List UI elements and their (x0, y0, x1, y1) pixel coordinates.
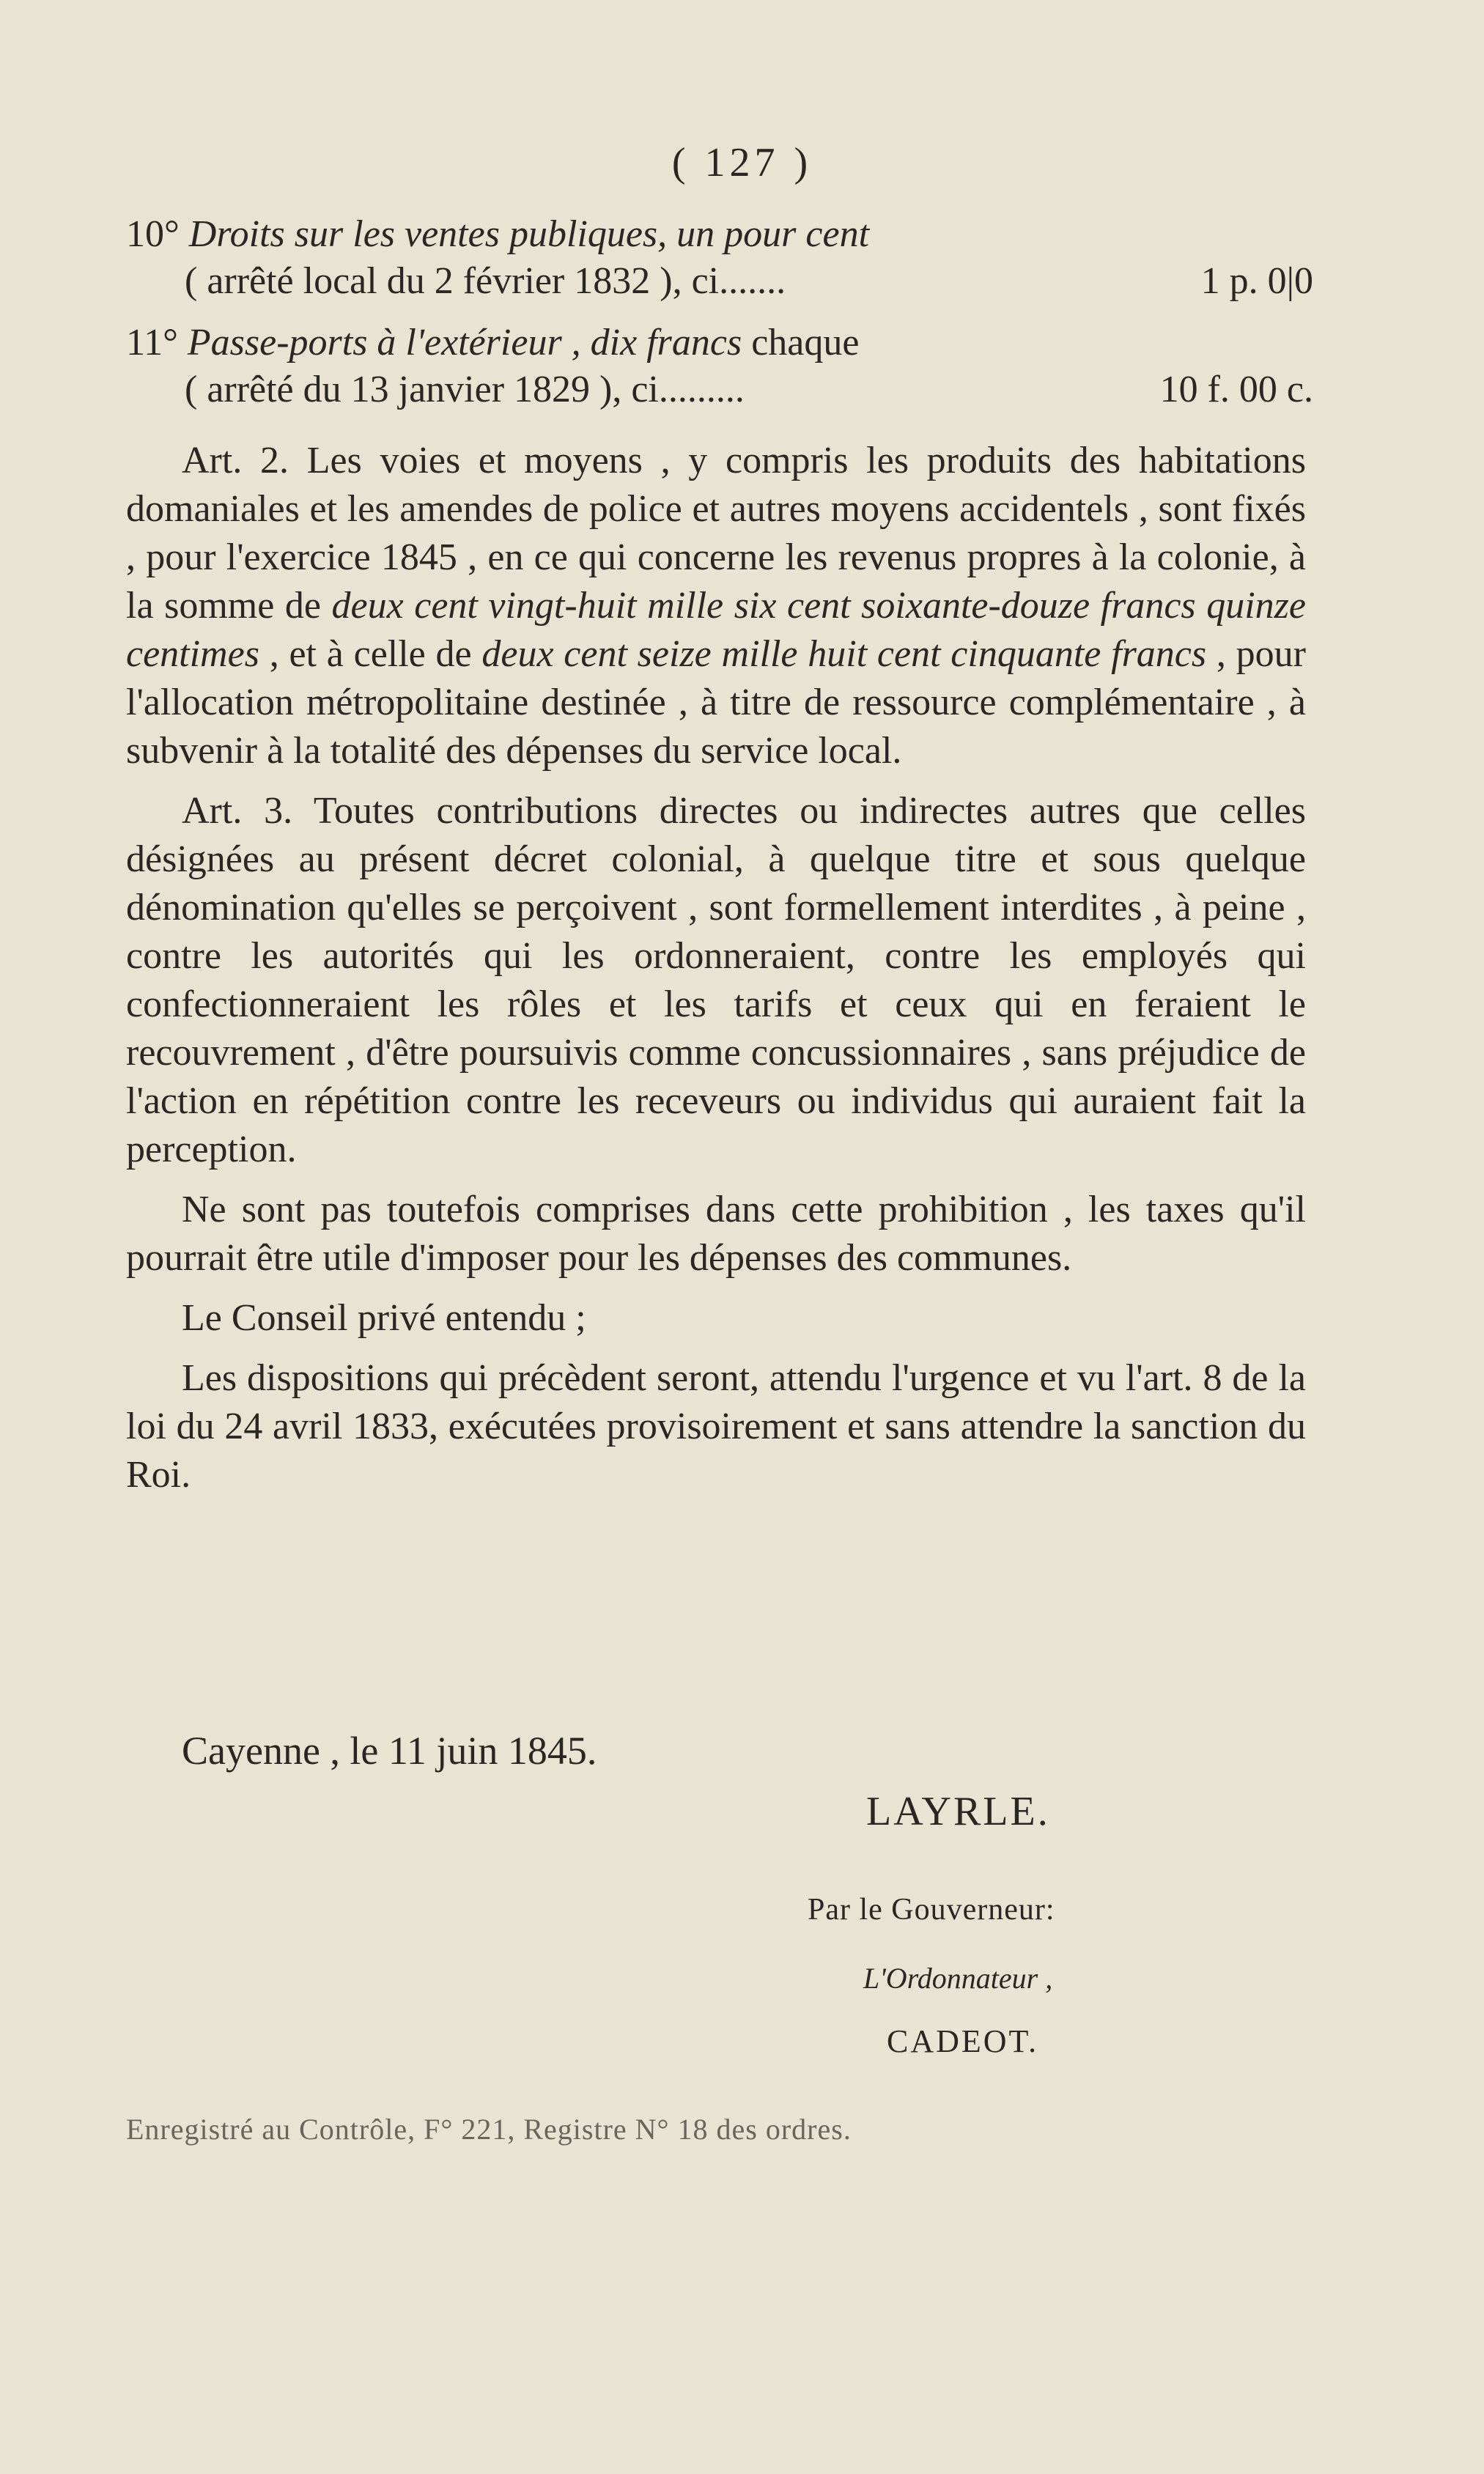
list-item (126, 211, 1313, 305)
art2-intro: Art. 2. Les voies et moyens , y compris les produits des habitations domaniales et les amendes de police et autres moyens accidentels , sont fixés , pour l'exercice 1845 , en ce qui concerne les revenus propres à la colonie, à la somme de (126, 440, 1306, 627)
item-number: 10° (126, 213, 180, 255)
item-title: Droits sur les ventes publiques (188, 213, 658, 255)
item-amount: 10 f. 00 c. (1159, 369, 1313, 410)
art2-mid: , et à celle de (259, 633, 482, 675)
item-reference: ( arrêté du 13 janvier 1829 ), ci......... (185, 369, 745, 410)
item-amount: 1 p. 0|0 (1200, 260, 1313, 302)
dispositions-paragraph: Les dispositions qui précèdent seront, attendu l'urgence et vu l'art. 8 de la loi du 24 avril 1833, exécutées provisoirement et sans attendre la sanction du Roi. (126, 1357, 1306, 1496)
item-second-line (126, 258, 1313, 305)
second-signatory-name: CADEOT. (887, 2023, 1039, 2059)
signatory-name: LAYRLE. (866, 1789, 1050, 1834)
art2-end: , pour l'allocation métropolitaine destinée , à titre de ressource complémentaire , à subvenir à la totalité des dépenses du service local. (126, 633, 1306, 772)
by-governor: Par le Gouverneur: (808, 1893, 1055, 1927)
signatory-role: L'Ordonnateur , (863, 1962, 1053, 1995)
conseil-paragraph: Le Conseil privé entendu ; (182, 1297, 586, 1339)
item-first-line (126, 320, 1313, 366)
date-place: Cayenne , le 11 juin 1845. (182, 1729, 597, 1773)
page-number: ( 127 ) (671, 140, 813, 185)
art2-sum-metropolitan: deux cent seize mille huit cent cinquante francs (481, 633, 1207, 675)
list-item (126, 320, 1313, 413)
article-2 (126, 437, 1306, 775)
item-title: Passe-ports à l'extérieur , dix francs (187, 322, 742, 363)
item-first-line (126, 211, 1313, 258)
item-rate: , un pour cent (657, 213, 870, 255)
registration-note: Enregistré au Contrôle, F° 221, Registre N° 18 des ordres. (126, 2113, 852, 2146)
art2-sum-local: deux cent vingt-huit mille six cent soixante-douze francs quinze centimes (126, 585, 1306, 675)
item-reference: ( arrêté local du 2 février 1832 ), ci....... (185, 260, 786, 302)
item-number: 11° (126, 322, 178, 363)
exemption-paragraph: Ne sont pas toutefois comprises dans cette prohibition , les taxes qu'il pourrait être utile d'imposer pour les dépenses des communes. (126, 1189, 1306, 1279)
body-text (126, 437, 1306, 1511)
article-3: Art. 3. Toutes contributions directes ou indirectes autres que celles désignées au présent décret colonial, à quelque titre et sous quelque dénomination qu'elles se perçoivent , sont formellement interdites , à peine , contre les autorités qui les ordonneraient, contre les employés qui confectionneraient les rôles et les tarifs et ceux qui en feraient le recouvrement , d'être poursuivis comme concussionnaires , sans préjudice de l'action en répétition contre les receveurs ou individus qui auraient fait la perception. (126, 790, 1306, 1170)
item-second-line (126, 366, 1313, 413)
item-rate: chaque (742, 322, 860, 363)
